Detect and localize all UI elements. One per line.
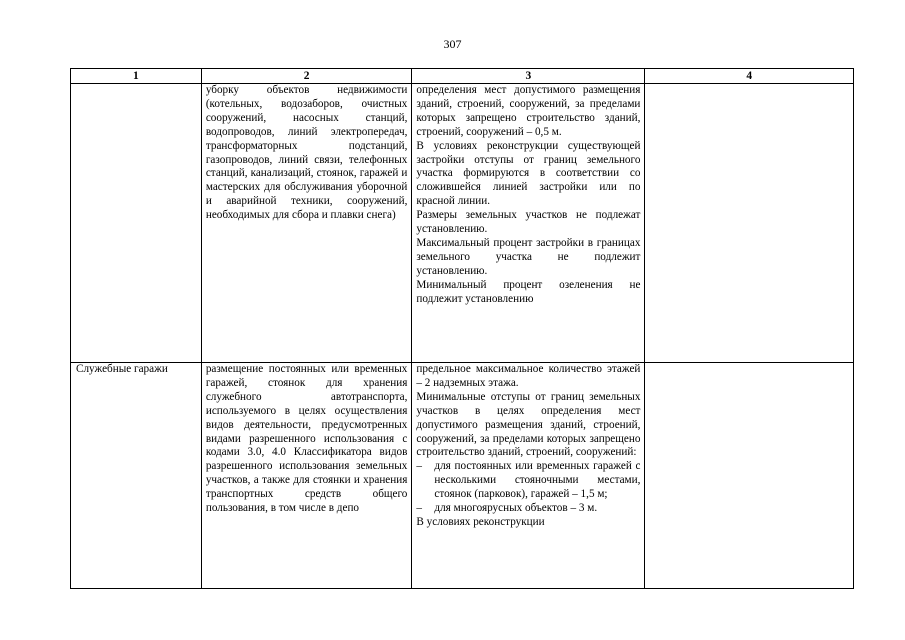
- parameter-text: В условиях реконструкции: [416, 515, 545, 528]
- use-description-cell: уборку объектов недвижимости (котельных, водозаборов, очистных сооружений, насосных станций, водопроводов, линий электропередач, трансформаторных подстанций, газопроводов, линий связи, телефонных станций, канализаций, стоянок, гаражей и мастерских для обслуживания уборочной и аварийной техники, сооружений, необходимых для сбора и плавки снега): [201, 84, 412, 363]
- parameter-text: В условиях реконструкции существующей застройки отступы от границ земельного участка формируются в соответствии со сложившейся линией застройки или по красной линии.: [416, 139, 641, 208]
- parameter-text: Максимальный процент застройки в границах земельного участка не подлежит установлению.: [416, 236, 641, 277]
- parameter-text: предельное максимальное количество этажей – 2 надземных этажа.: [416, 363, 641, 389]
- parameter-text: определения мест допустимого размещения зданий, строений, сооружений, за пределами которых запрещено строительство зданий, строений, сооружений – 0,5 м.: [416, 84, 641, 138]
- parameter-text: Размеры земельных участков не подлежат установлению.: [416, 209, 641, 236]
- restrictions-cell: [645, 84, 854, 363]
- column-header-1: 1: [71, 69, 202, 84]
- dash-bullet: –: [416, 502, 422, 515]
- restrictions-cell: [645, 363, 854, 589]
- parameters-cell: [412, 84, 645, 363]
- table-row: [71, 84, 854, 363]
- zoning-table: [70, 68, 854, 589]
- dash-bullet: –: [416, 460, 422, 473]
- column-header-2: 2: [201, 69, 412, 84]
- page-number: 307: [443, 37, 462, 51]
- table-row: [71, 363, 854, 589]
- list-item-text: для постоянных или временных гаражей с несколькими стояночными местами, стоянок (парковок), гаражей – 1,5 м;: [434, 460, 641, 501]
- use-description-cell: размещение постоянных или временных гаражей, стоянок для хранения служебного автотранспорта, используемого в целях осуществления видов деятельности, предусмотренных видами разрешенного использования с кодами 3.0, 4.0 Классификатора видов разрешенного использования земельных участков, а также для стоянки и хранения транспортных средств общего пользования, в том числе в депо: [201, 363, 412, 589]
- list-item: [416, 502, 640, 516]
- column-header-3: 3: [412, 69, 645, 84]
- list-item: [416, 460, 640, 502]
- list-item-text: для многоярусных объектов – 3 м.: [434, 502, 598, 515]
- table-header-row: [71, 69, 854, 84]
- parameters-cell: [412, 363, 645, 589]
- parameter-text: Минимальный процент озеленения не подлежит установлению: [416, 278, 641, 305]
- parameter-text: Минимальные отступы от границ земельных участков в целях определения мест допустимого размещения зданий, строений, сооружений, за пределами которых запрещено строительство зданий, строений, сооружений:: [416, 390, 641, 459]
- column-header-4: 4: [645, 69, 854, 84]
- use-type-cell: [71, 84, 202, 363]
- use-type-cell: Служебные гаражи: [71, 363, 202, 589]
